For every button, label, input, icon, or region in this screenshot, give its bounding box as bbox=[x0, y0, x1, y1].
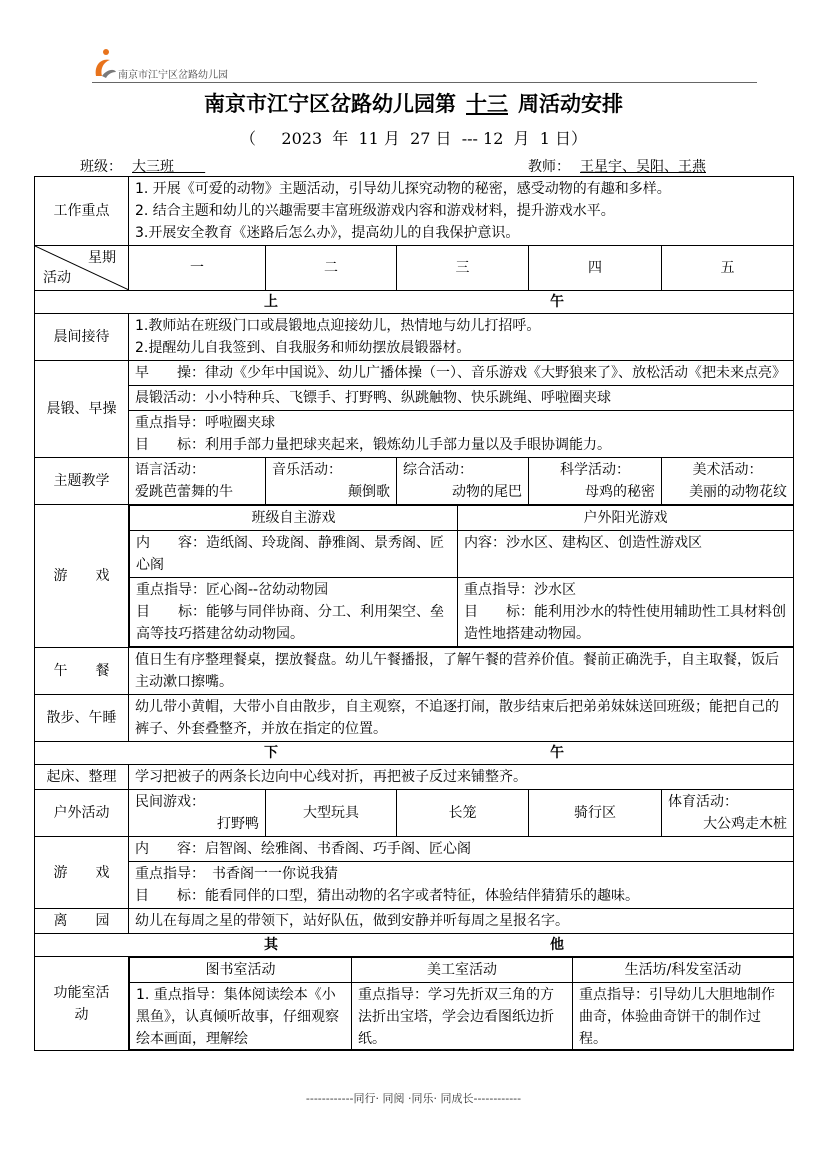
theme-cell: 美术活动： 美丽的动物花纹 bbox=[662, 458, 794, 505]
outdoor-cell: 大型玩具 bbox=[266, 790, 397, 837]
exercise-morning: 早 操：律动《少年中国说》、幼儿广播体操（一）、音乐游戏《大野狼来了》、放松活动《把未来点亮》 bbox=[135, 365, 786, 381]
week-header-corner bbox=[35, 246, 129, 291]
work-focus-label: 工作重点 bbox=[35, 177, 129, 246]
title-prefix: 南京市江宁区岔路幼儿园第 bbox=[204, 91, 456, 116]
outdoor-cell: 长笼 bbox=[397, 790, 529, 837]
walk-row bbox=[35, 695, 794, 742]
game-am-left-focus: 重点指导：匠心阁--岔幼动物园 bbox=[136, 582, 329, 598]
exercise-guidance bbox=[129, 410, 793, 457]
game-pm-focus: 重点指导： 书香阁一一你说我猜 bbox=[135, 866, 338, 882]
date-range: （ 2023 年 11 月 27 日 --- 12 月 1 日） bbox=[239, 129, 587, 148]
function-room-label: 功能室活动 bbox=[35, 957, 129, 1051]
walk-label: 散步、午睡 bbox=[35, 695, 129, 742]
wakeup-row bbox=[35, 765, 794, 790]
morning-section-title: 上午 bbox=[35, 291, 794, 314]
game-pm-content: 内 容：启智阁、绘雅阁、书香阁、巧手阁、匠心阁 bbox=[135, 841, 471, 857]
day-tuesday: 二 bbox=[266, 246, 397, 291]
walk-content: 幼儿带小黄帽，大带小自由散步，自主观察，不追逐打闹，散步结束后把弟弟妹妹送回班级；能把自己的裤子、外套叠整齐，并放在指定的位置。 bbox=[129, 695, 794, 742]
game-am-right-goal: 目 标：能利用沙水的特性使用辅助性工具材料创造性地搭建动物园。 bbox=[464, 604, 786, 642]
game-am-row bbox=[35, 505, 794, 648]
life-room-content: 重点指导：引导幼儿大胆地制作曲奇，体验曲奇饼干的制作过程。 bbox=[579, 987, 775, 1047]
game-am-left-goal: 目 标：能够与同伴协商、分工、利用架空、垒高等技巧搭建岔幼动物园。 bbox=[136, 604, 444, 642]
exercise-focus: 重点指导：呼啦圈夹球 bbox=[135, 415, 275, 431]
day-wednesday: 三 bbox=[397, 246, 529, 291]
theme-row bbox=[35, 458, 794, 505]
game-pm-row bbox=[35, 837, 794, 909]
work-focus-item: 1. 开展《可爱的动物》主题活动，引导幼儿探究动物的秘密，感受动物的有趣和多样。 bbox=[135, 181, 671, 197]
game-am-right-focus: 重点指导：沙水区 bbox=[464, 582, 576, 598]
kindergarten-logo bbox=[92, 46, 118, 80]
reception-label: 晨间接待 bbox=[35, 314, 129, 361]
wakeup-content: 学习把被子的两条长边向中心线对折，再把被子反过来铺整齐。 bbox=[129, 765, 794, 790]
game-am-right-content: 内容：沙水区、建构区、创造性游戏区 bbox=[458, 531, 794, 578]
work-focus-item: 3.开展安全教育《迷路后怎么办》，提高幼儿的自我保护意识。 bbox=[135, 225, 520, 241]
schedule-table bbox=[34, 176, 794, 1051]
day-friday: 五 bbox=[662, 246, 794, 291]
outdoor-row bbox=[35, 790, 794, 837]
title-suffix: 周活动安排 bbox=[518, 91, 623, 116]
leave-label: 离 园 bbox=[35, 909, 129, 934]
art-room-content: 重点指导：学习先折双三角的方法折出宝塔，学会边看图纸边折纸。 bbox=[358, 987, 554, 1047]
afternoon-section-title: 下午 bbox=[35, 742, 794, 765]
leave-row bbox=[35, 909, 794, 934]
week-header-row bbox=[35, 246, 794, 291]
work-focus-row bbox=[35, 177, 794, 246]
function-room-row bbox=[35, 957, 794, 1051]
game-pm-goal: 目 标：能看同伴的口型，猜出动物的名字或者特征，体验结伴猜猜乐的趣味。 bbox=[135, 888, 639, 904]
outdoor-cell: 骑行区 bbox=[529, 790, 662, 837]
theme-cell: 语言活动： 爱跳芭蕾舞的牛 bbox=[129, 458, 266, 505]
game-am-left-content: 内 容：造纸阁、玲珑阁、静雅阁、景秀阁、匠心阁 bbox=[130, 531, 458, 578]
lunch-content: 值日生有序整理餐桌，摆放餐盘。幼儿午餐播报，了解午餐的营养价值。餐前正确洗手，自主取餐，饭后主动漱口擦嘴。 bbox=[129, 648, 794, 695]
theme-label: 主题教学 bbox=[35, 458, 129, 505]
day-thursday: 四 bbox=[529, 246, 662, 291]
theme-cell: 音乐活动： 颠倒歌 bbox=[266, 458, 397, 505]
game-am-left-title: 班级自主游戏 bbox=[130, 506, 458, 531]
art-room-title: 美工室活动 bbox=[352, 958, 573, 983]
library-title: 图书室活动 bbox=[130, 958, 352, 983]
outdoor-label: 户外活动 bbox=[35, 790, 129, 837]
class-info bbox=[80, 156, 215, 176]
game-pm-label: 游 戏 bbox=[35, 837, 129, 909]
reception-row bbox=[35, 314, 794, 361]
title-week-number: 十三 bbox=[466, 91, 508, 116]
afternoon-section-row bbox=[35, 742, 794, 765]
morning-section-row bbox=[35, 291, 794, 314]
other-section-row bbox=[35, 934, 794, 957]
lunch-row bbox=[35, 648, 794, 695]
wakeup-label: 起床、整理 bbox=[35, 765, 129, 790]
week-header-bottom: 活动 bbox=[43, 270, 71, 286]
teacher-info bbox=[528, 156, 716, 176]
theme-cell: 综合活动： 动物的尾巴 bbox=[397, 458, 529, 505]
day-monday: 一 bbox=[129, 246, 266, 291]
teacher-label: 教师： bbox=[528, 159, 570, 175]
work-focus-item: 2. 结合主题和幼儿的兴趣需要丰富班级游戏内容和游戏材料，提升游戏水平。 bbox=[135, 203, 615, 219]
library-content: 1. 重点指导：集体阅读绘本《小黑鱼》，认真倾听故事，仔细观察绘本画面，理解绘 bbox=[136, 987, 339, 1047]
footer-slogan: ------------同行· 同阅 ·同乐· 同成长------------ bbox=[305, 1092, 522, 1105]
week-header-top: 星期 bbox=[88, 250, 116, 266]
reception-item: 2.提醒幼儿自我签到、自我服务和师幼摆放晨锻器材。 bbox=[135, 340, 471, 356]
exercise-row bbox=[35, 361, 794, 458]
outdoor-cell: 体育活动： 大公鸡走木桩 bbox=[662, 790, 794, 837]
page-title bbox=[0, 88, 827, 118]
header-logo-text: 南京市江宁区岔路幼儿园 bbox=[118, 70, 228, 81]
exercise-label: 晨锻、早操 bbox=[35, 361, 129, 458]
teacher-value: 王星宇、吴阳、王燕 bbox=[580, 159, 706, 175]
outdoor-cell: 民间游戏： 打野鸭 bbox=[129, 790, 266, 837]
reception-item: 1.教师站在班级门口或晨锻地点迎接幼儿，热情地与幼儿打招呼。 bbox=[135, 318, 541, 334]
game-am-right-title: 户外阳光游戏 bbox=[458, 506, 794, 531]
exercise-activity: 晨锻活动：小小特种兵、飞镖手、打野鸭、纵跳触物、快乐跳绳、呼啦圈夹球 bbox=[129, 385, 793, 410]
leave-content: 幼儿在每周之星的带领下，站好队伍，做到安静并听每周之星报名字。 bbox=[129, 909, 794, 934]
game-am-label: 游 戏 bbox=[35, 505, 129, 648]
class-value: 大三班 bbox=[132, 159, 174, 175]
theme-cell: 科学活动： 母鸡的秘密 bbox=[529, 458, 662, 505]
other-section-title: 其他 bbox=[35, 934, 794, 957]
work-focus-content bbox=[129, 177, 794, 246]
life-room-title: 生活坊/科发室活动 bbox=[573, 958, 794, 983]
lunch-label: 午 餐 bbox=[35, 648, 129, 695]
class-label: 班级： bbox=[80, 159, 122, 175]
exercise-goal: 目 标：利用手部力量把球夹起来，锻炼幼儿手部力量以及手眼协调能力。 bbox=[135, 437, 611, 453]
header-divider bbox=[92, 82, 757, 83]
